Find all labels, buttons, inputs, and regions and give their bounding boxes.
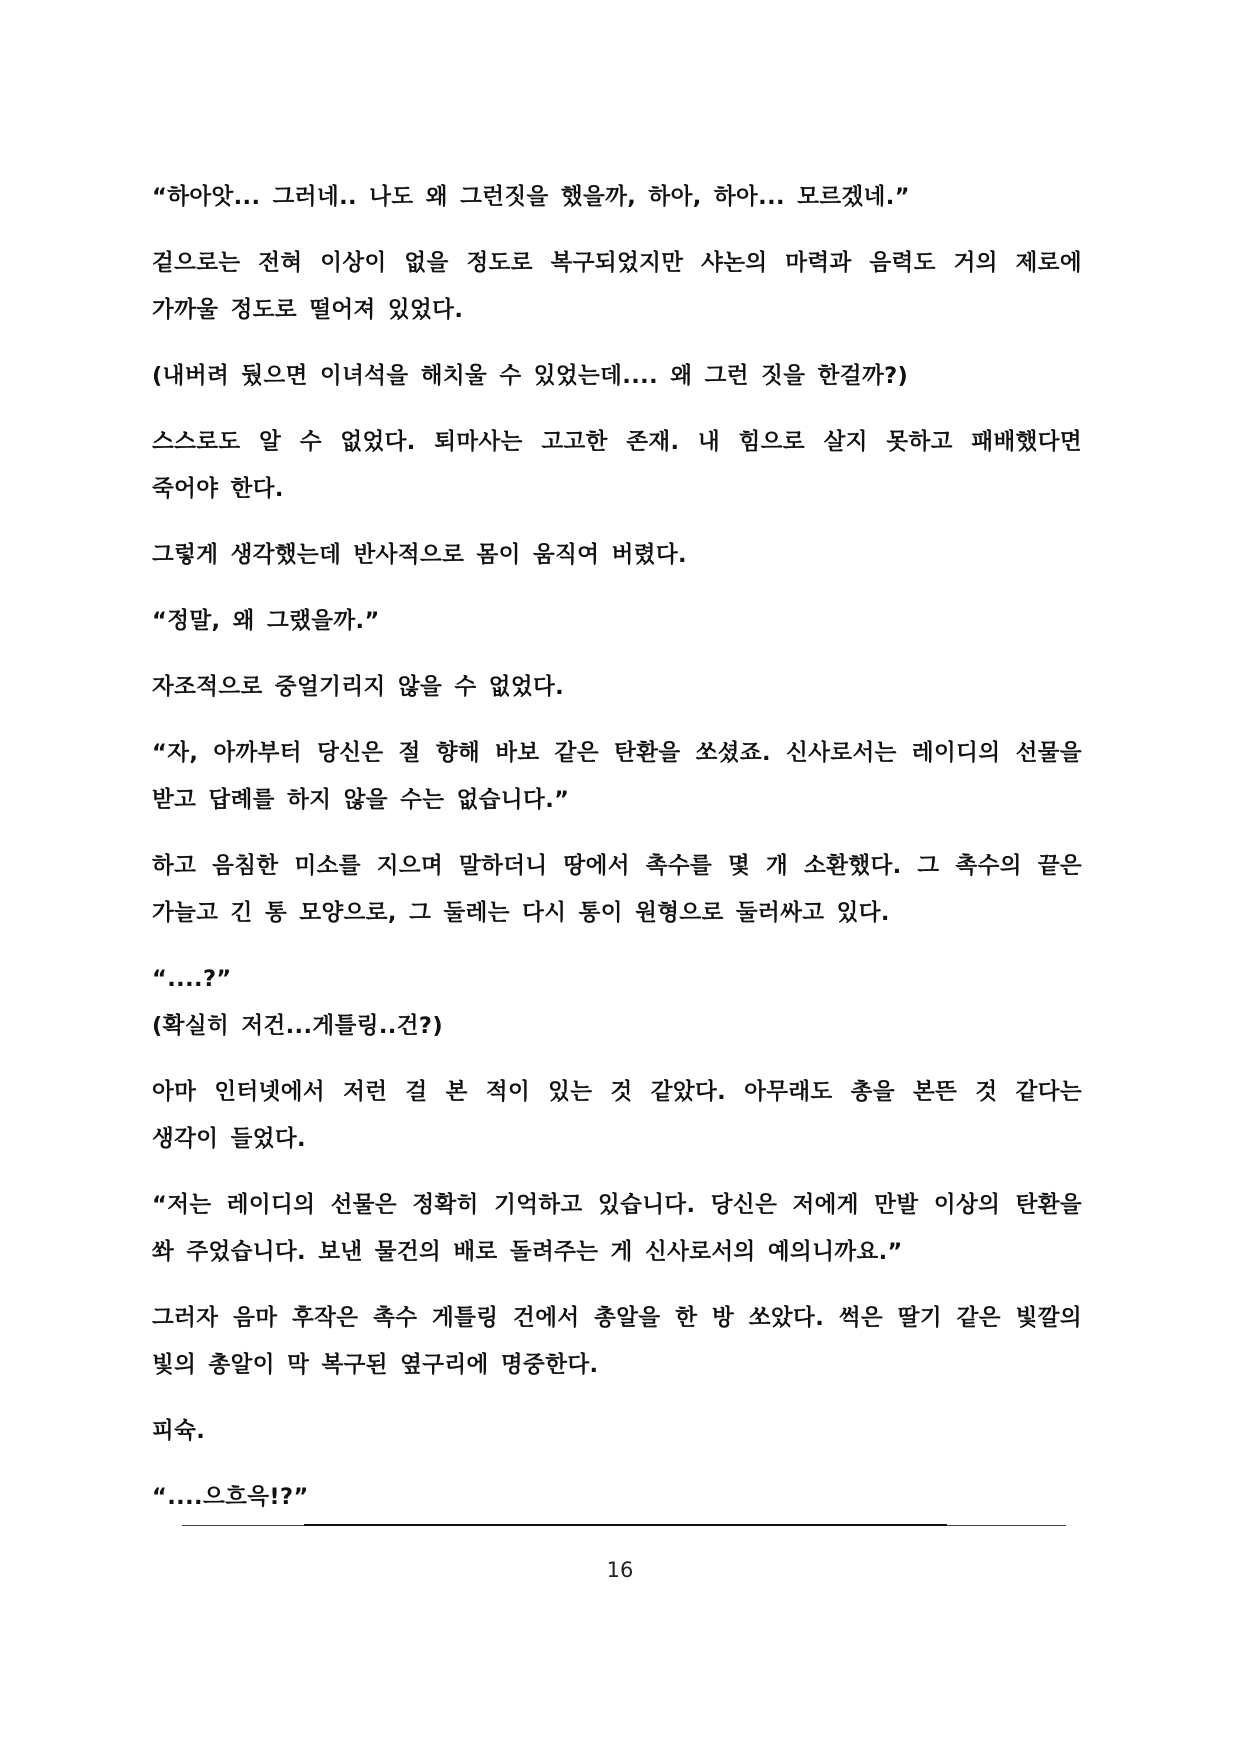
paragraph-12: 아마 인터넷에서 저런 걸 본 적이 있는 것 같았다. 아무래도 총을 본뜬 것 같다는 생각이 들었다.: [152, 1079, 1082, 1152]
paragraph-1: “하아앗... 그러네.. 나도 왜 그런짓을 했을까, 하아, 하아... 모르겠네.”: [152, 184, 910, 210]
paragraph-13: “저는 레이디의 선물은 정확히 기억하고 있습니다. 당신은 저에게 만발 이상의 탄환을 쏴 주었습니다. 보낸 물건의 배로 돌려주는 게 신사로서의 예의니까요.”: [152, 1192, 1082, 1265]
paragraph-2: 겉으로는 전혀 이상이 없을 정도로 복구되었지만 샤논의 마력과 음력도 거의 제로에 가까울 정도로 떨어져 있었다.: [152, 250, 1082, 323]
paragraph-10: “....?”: [152, 966, 232, 992]
paragraph-16: “....으흐윽!?”: [152, 1484, 309, 1510]
paragraph-4: 스스로도 알 수 없었다. 퇴마사는 고고한 존재. 내 힘으로 살지 못하고 패배했다면 죽어야 한다.: [152, 429, 1082, 502]
paragraph-8: “자, 아까부터 당신은 절 향해 바보 같은 탄환을 쏘셨죠. 신사로서는 레이디의 선물을 받고 답례를 하지 않을 수는 없습니다.”: [152, 740, 1082, 813]
paragraph-3: (내버려 뒀으면 이녀석을 해치울 수 있었는데.... 왜 그런 짓을 한걸까?): [152, 363, 909, 389]
paragraph-11: (확실히 저건...게틀링..건?): [152, 1013, 444, 1039]
paragraph-5: 그렇게 생각했는데 반사적으로 몸이 움직여 버렸다.: [152, 542, 687, 568]
paragraph-7: 자조적으로 중얼기리지 않을 수 없었다.: [152, 674, 565, 700]
body-text: [152, 174, 1082, 1540]
paragraph-14: 그러자 음마 후작은 촉수 게틀링 건에서 총알을 한 방 쏘았다. 썩은 딸기 같은 빛깔의 빛의 총알이 막 복구된 옆구리에 명중한다.: [152, 1305, 1082, 1378]
paragraph-9: 하고 음침한 미소를 지으며 말하더니 땅에서 촉수를 몇 개 소환했다. 그 촉수의 끝은 가늘고 긴 통 모양으로, 그 둘레는 다시 통이 원형으로 둘러싸고 있다.: [152, 853, 1082, 926]
page-number: 16: [606, 1558, 634, 1582]
footer-divider-accent: [304, 1524, 947, 1526]
paragraph-15: 피슉.: [152, 1418, 206, 1444]
paragraph-6: “정말, 왜 그랬을까.”: [152, 608, 380, 634]
